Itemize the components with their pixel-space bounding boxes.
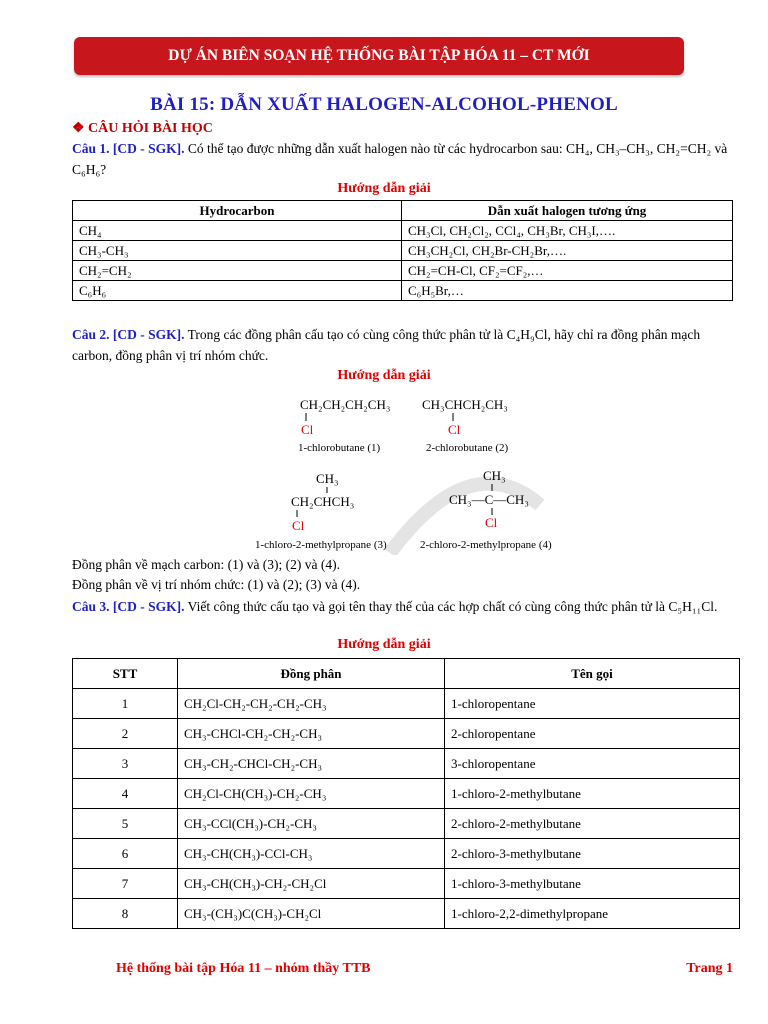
table-cell: 8	[73, 899, 178, 929]
table-cell: CH₂=CH₂	[73, 261, 402, 281]
table-cell: 7	[73, 869, 178, 899]
table-cell: CH₃Cl, CH₂Cl₂, CCl₄, CH₃Br, CH₃I,….	[402, 221, 733, 241]
table-header-row	[73, 659, 740, 689]
question-3	[72, 596, 732, 617]
lesson-title: BÀI 15: DẪN XUẤT HALOGEN-ALCOHOL-PHENOL	[150, 94, 618, 115]
table-cell: C₆H₆	[73, 281, 402, 301]
header-banner: DỰ ÁN BIÊN SOẠN HỆ THỐNG BÀI TẬP HÓA 11 – CT MỚI	[74, 37, 684, 75]
footer-page-number: Trang 1	[686, 961, 733, 976]
question-2	[72, 324, 732, 366]
table-cell: 2	[73, 719, 178, 749]
table-cell: 1-chloro-2-methylbutane	[445, 779, 740, 809]
table-cell: 1-chloro-2,2-dimethylpropane	[445, 899, 740, 929]
structure-2-name: 2-chlorobutane (2)	[426, 442, 509, 454]
table-row	[73, 869, 740, 899]
table-row	[73, 241, 733, 261]
structure-3-chain: CH₂CHCH₃	[291, 494, 355, 509]
column-header: Đồng phân	[178, 659, 445, 689]
structure-4-chain: CH₃—C—CH₃	[449, 492, 529, 507]
table-cell: CH₃CH₂Cl, CH₂Br-CH₂Br,….	[402, 241, 733, 261]
structure-4-name: 2-chloro-2-methylpropane (4)	[420, 539, 552, 551]
hydrocarbon-table	[72, 200, 733, 301]
table-cell: CH₃-CCl(CH₃)-CH₂-CH₃	[178, 809, 445, 839]
question-3-text: Viết công thức cấu tạo và gọi tên thay thế của các hợp chất có cùng công thức phân tử là C₅H₁₁Cl.	[184, 599, 718, 614]
column-header: STT	[73, 659, 178, 689]
structure-3-methyl: CH₃	[316, 471, 339, 486]
table-cell: 1-chloro-3-methylbutane	[445, 869, 740, 899]
table-cell: CH₂=CH-Cl, CF₂=CF₂,…	[402, 261, 733, 281]
question-1-label: Câu 1. [CD - SGK].	[72, 141, 185, 156]
question-1	[72, 138, 732, 180]
table-cell: 5	[73, 809, 178, 839]
answer-line-1: Đồng phân về mạch carbon: (1) và (3); (2) và (4).	[72, 557, 341, 572]
footer-series-title: Hệ thống bài tập Hóa 11 – nhóm thầy TTB	[116, 961, 371, 976]
guide-heading-2: Hướng dẫn giải	[337, 368, 431, 383]
table-row	[73, 749, 740, 779]
structure-4-chlorine: Cl	[485, 515, 498, 530]
structure-3-name: 1-chloro-2-methylpropane (3)	[255, 539, 387, 551]
table-row	[73, 899, 740, 929]
question-2-text: Trong các đồng phân cấu tạo có cùng công thức phân tử là C₄H₉Cl, hãy chỉ ra đồng phân mạch carbon, đồng phân vị trí nhóm chức.	[72, 327, 701, 363]
table-row	[73, 779, 740, 809]
column-header: Tên gọi	[445, 659, 740, 689]
table-cell: 4	[73, 779, 178, 809]
guide-heading-1: Hướng dẫn giải	[337, 181, 431, 196]
table-cell: C₆H₅Br,…	[402, 281, 733, 301]
table-row	[73, 719, 740, 749]
question-1-text: Có thể tạo được những dẫn xuất halogen nào từ các hydrocarbon sau: CH₄, CH₃–CH₃, CH₂=CH₂ và C₆H₆?	[72, 141, 728, 177]
table-cell: 2-chloro-3-methylbutane	[445, 839, 740, 869]
question-2-label: Câu 2. [CD - SGK].	[72, 327, 185, 342]
section-heading: ❖ CÂU HỎI BÀI HỌC	[72, 121, 213, 136]
table-row	[73, 261, 733, 281]
table-cell: 2-chloropentane	[445, 719, 740, 749]
table-cell: CH₃-CH(CH₃)-CCl-CH₃	[178, 839, 445, 869]
structure-2-chlorine: Cl	[448, 422, 461, 437]
column-header: Hydrocarbon	[73, 201, 402, 221]
table-cell: CH₂Cl-CH₂-CH₂-CH₂-CH₃	[178, 689, 445, 719]
table-cell: 2-chloro-2-methylbutane	[445, 809, 740, 839]
table-cell: CH₃-CH₃	[73, 241, 402, 261]
table-cell: 3	[73, 749, 178, 779]
table-cell: CH₃-(CH₃)C(CH₃)-CH₂Cl	[178, 899, 445, 929]
column-header: Dẫn xuất halogen tương ứng	[402, 201, 733, 221]
table-row	[73, 221, 733, 241]
table-row	[73, 809, 740, 839]
table-cell: CH₄	[73, 221, 402, 241]
table-cell: CH₃-CH(CH₃)-CH₂-CH₂Cl	[178, 869, 445, 899]
question-3-label: Câu 3. [CD - SGK].	[72, 599, 185, 614]
table-cell: 6	[73, 839, 178, 869]
isomer-structures-diagram	[240, 385, 580, 555]
table-row	[73, 689, 740, 719]
table-cell: CH₃-CHCl-CH₂-CH₂-CH₃	[178, 719, 445, 749]
table-row	[73, 281, 733, 301]
structure-3-chlorine: Cl	[292, 518, 305, 533]
table-cell: CH₃-CH₂-CHCl-CH₂-CH₃	[178, 749, 445, 779]
table-cell: 1	[73, 689, 178, 719]
structure-1-chlorine: Cl	[301, 422, 314, 437]
table-header-row	[73, 201, 733, 221]
guide-heading-3: Hướng dẫn giải	[337, 637, 431, 652]
table-cell: 1-chloropentane	[445, 689, 740, 719]
table-cell: CH₂Cl-CH(CH₃)-CH₂-CH₃	[178, 779, 445, 809]
structure-1-name: 1-chlorobutane (1)	[298, 442, 381, 454]
structure-1-chain: CH₂CH₂CH₂CH₃	[300, 397, 391, 412]
structure-2-chain: CH₃CHCH₂CH₃	[422, 397, 508, 412]
table-row	[73, 839, 740, 869]
isomer-name-table	[72, 658, 740, 929]
answer-line-2: Đồng phân về vị trí nhóm chức: (1) và (2); (3) và (4).	[72, 577, 361, 592]
structure-4-methyl: CH₃	[483, 468, 506, 483]
table-cell: 3-chloropentane	[445, 749, 740, 779]
